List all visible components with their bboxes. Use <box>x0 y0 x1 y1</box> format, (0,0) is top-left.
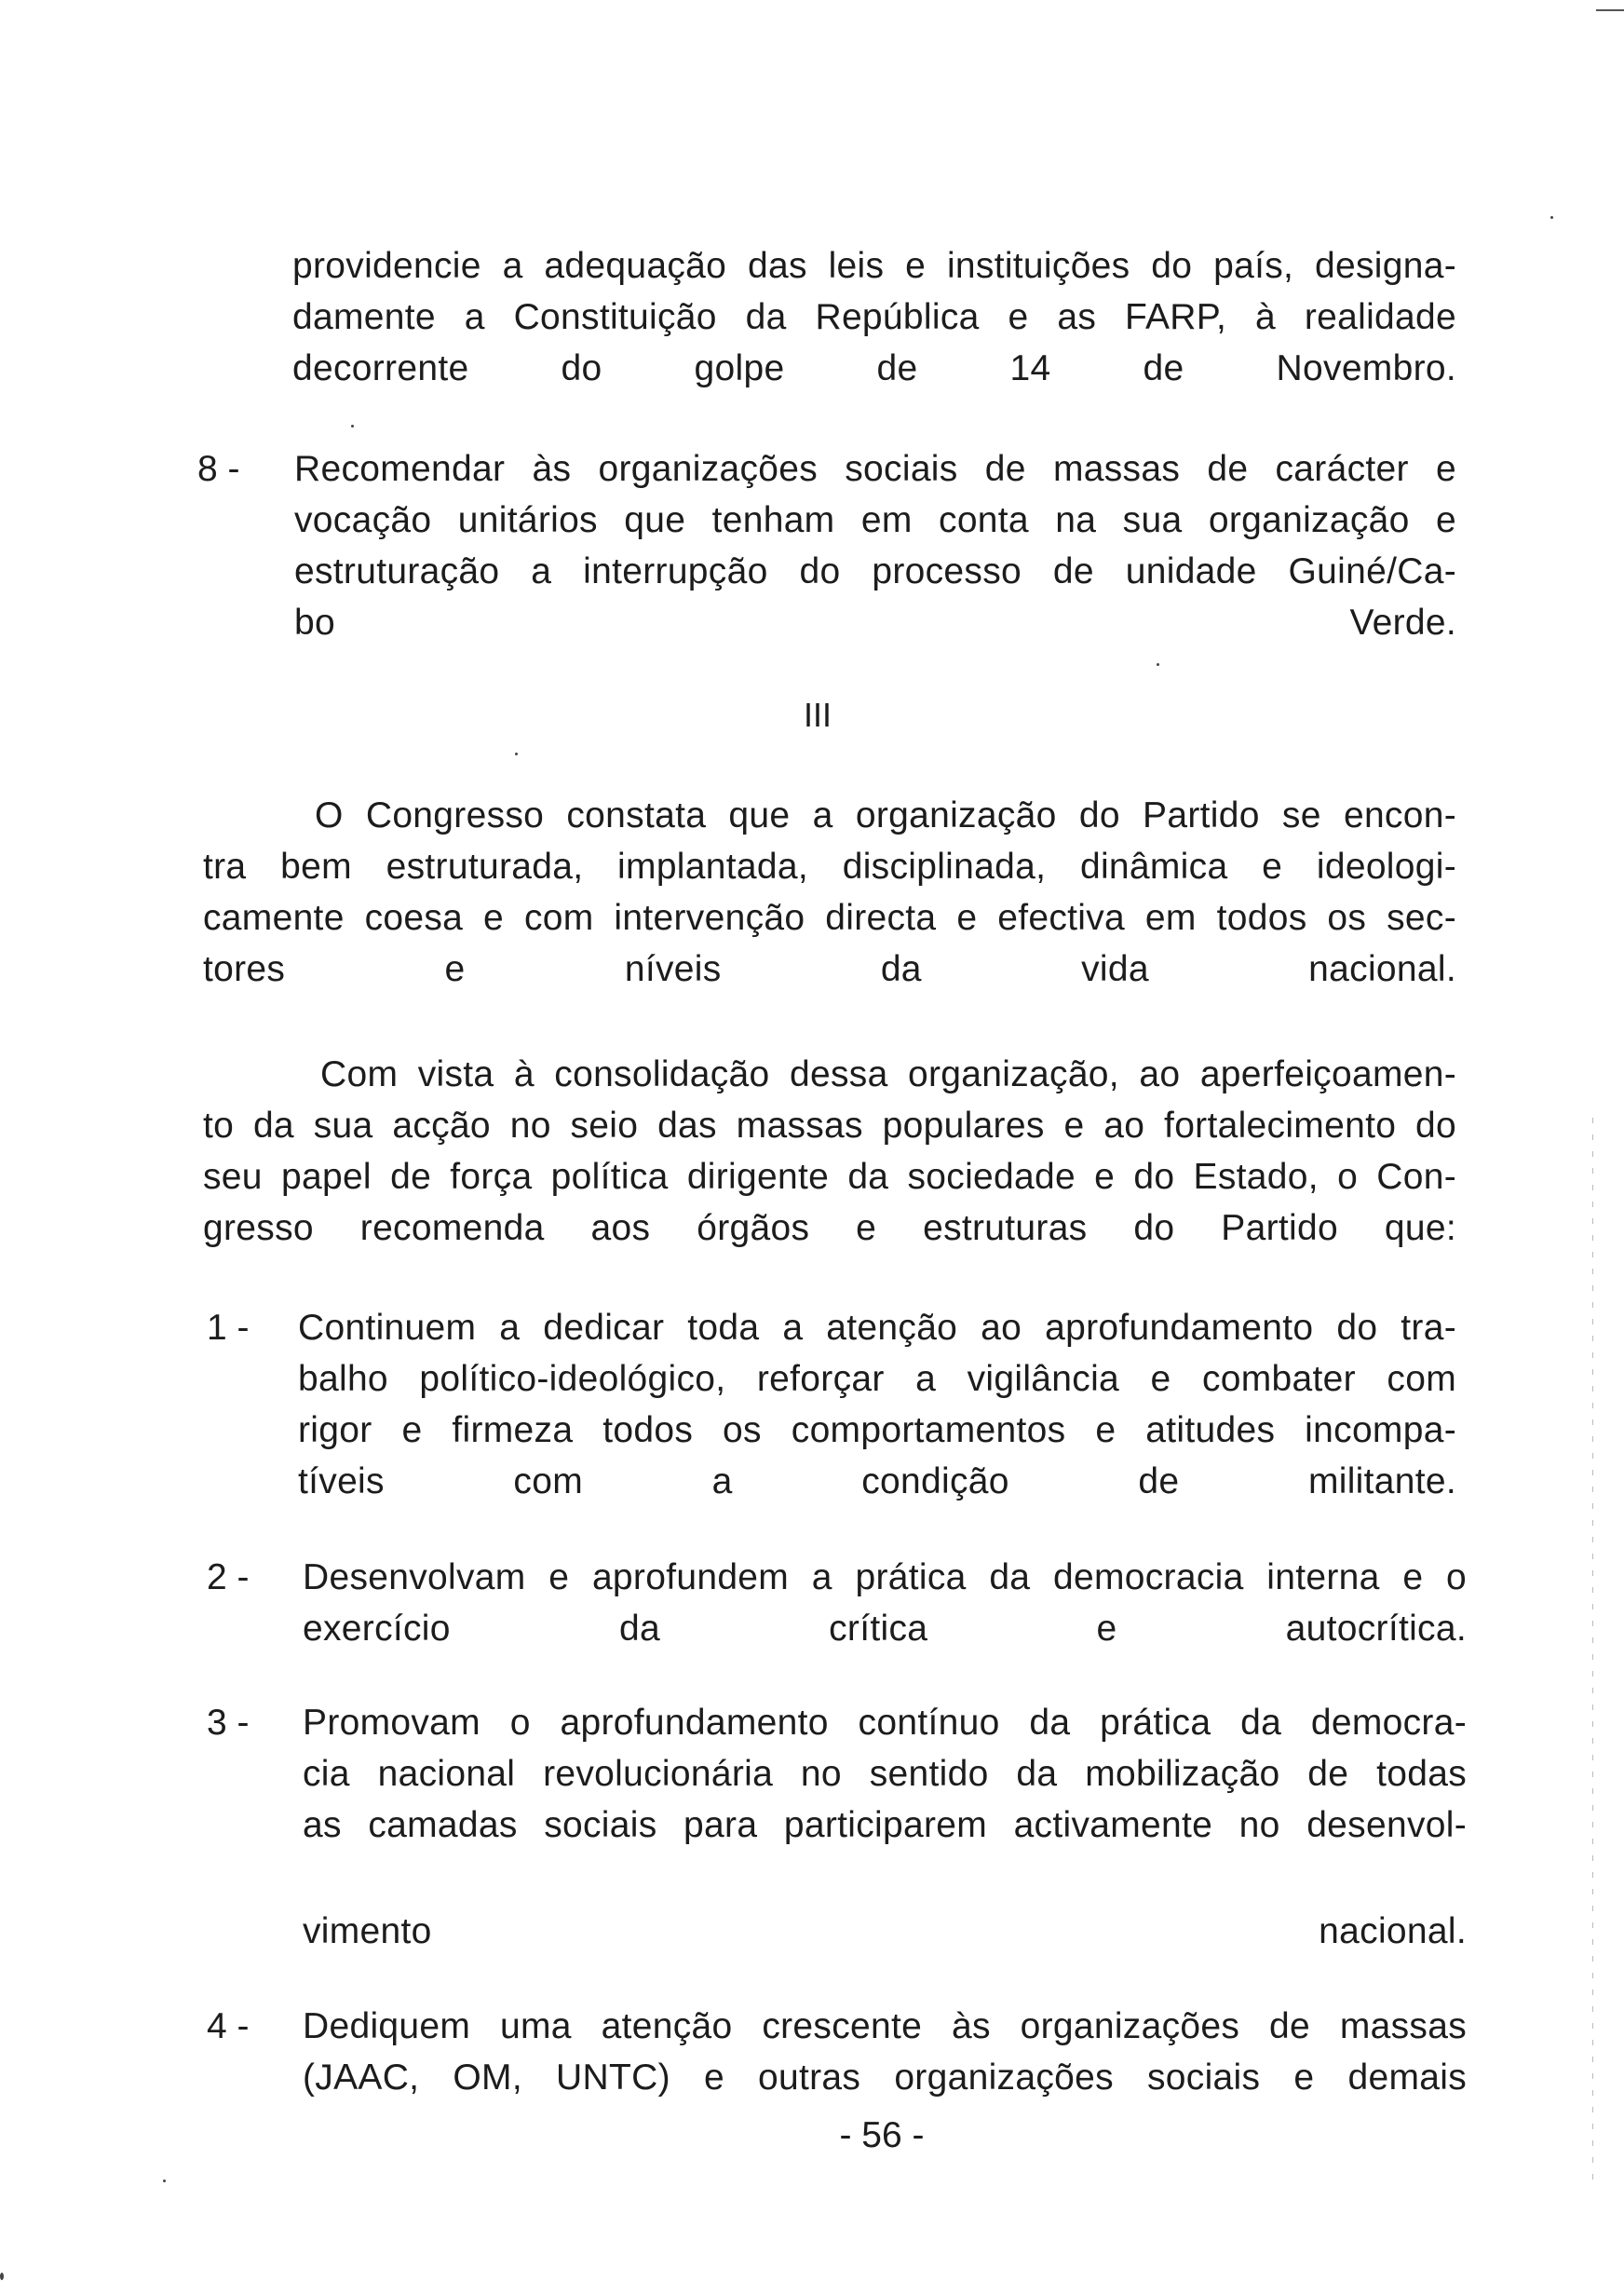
text-line: seu papel de força política dirigente da sociedade e do Estado, o Con- <box>203 1157 1456 1197</box>
scan-speck <box>0 2273 4 2280</box>
list-item-8 <box>294 443 1456 648</box>
section-heading: III <box>803 696 832 734</box>
list-item-number: 3 - <box>207 1703 250 1743</box>
text-line: as camadas sociais para participarem activamente no desenvol- <box>303 1805 1467 1845</box>
scan-speck <box>515 753 518 755</box>
list-item-3 <box>303 1697 1467 1851</box>
scan-edge-mark <box>1596 9 1624 11</box>
text-line: decorrente do golpe de 14 de Novembro. <box>292 348 1456 388</box>
text-line: O Congresso constata que a organização do Partido se encon- <box>315 795 1456 835</box>
text-line: tores e níveis da vida nacional. <box>203 949 1456 989</box>
list-item-number: 4 - <box>207 2006 250 2046</box>
list-item-number: 2 - <box>207 1557 250 1597</box>
text-line: damente a Constituição da República e as FARP, à realidade <box>292 297 1456 337</box>
text-line: Dediquem uma atenção crescente às organizações de massas <box>303 2006 1467 2046</box>
paragraph-organizacao <box>203 790 1456 995</box>
text-line: Com vista à consolidação dessa organização, ao aperfeiçoamen- <box>320 1054 1456 1094</box>
scan-speck <box>1550 216 1553 219</box>
text-line: bo Verde. <box>294 603 1456 643</box>
list-item-4 <box>303 2001 1467 2103</box>
text-line: Desenvolvam e aprofundem a prática da democracia interna e o <box>303 1557 1467 1597</box>
text-line: vimento nacional. <box>303 1911 1467 1951</box>
text-line: gresso recomenda aos órgãos e estruturas do Partido que: <box>203 1208 1456 1248</box>
text-line: cia nacional revolucionária no sentido da mobilização de todas <box>303 1754 1467 1794</box>
list-item-2 <box>303 1552 1467 1654</box>
text-line: Promovam o aprofundamento contínuo da prática da democra- <box>303 1703 1467 1743</box>
text-line: providencie a adequação das leis e instituições do país, designa- <box>292 246 1456 286</box>
text-line: exercício da crítica e autocrítica. <box>303 1609 1467 1649</box>
text-line: Recomendar às organizações sociais de massas de carácter e <box>294 449 1456 489</box>
list-item-number: 8 - <box>197 449 240 489</box>
text-line: tíveis com a condição de militante. <box>298 1461 1456 1501</box>
text-line: tra bem estruturada, implantada, disciplinada, dinâmica e ideologi- <box>203 847 1456 887</box>
list-item-1 <box>298 1302 1456 1507</box>
scan-speck <box>1157 663 1159 666</box>
text-line: (JAAC, OM, UNTC) e outras organizações sociais e demais <box>303 2057 1467 2098</box>
scan-artifact-line <box>1592 1118 1593 2189</box>
text-line: rigor e firmeza todos os comportamentos e atitudes incompa- <box>298 1410 1456 1450</box>
paragraph-consolidacao <box>203 1049 1456 1254</box>
continuation-paragraph <box>292 240 1456 394</box>
list-item-3-trailing <box>303 1906 1467 1957</box>
text-line: balho político-ideológico, reforçar a vigilância e combater com <box>298 1359 1456 1399</box>
text-line: to da sua acção no seio das massas populares e ao fortalecimento do <box>203 1106 1456 1146</box>
scan-speck <box>351 425 354 428</box>
list-item-number: 1 - <box>207 1308 250 1348</box>
text-line: Continuem a dedicar toda a atenção ao aprofundamento do tra- <box>298 1308 1456 1348</box>
text-line: estruturação a interrupção do processo de unidade Guiné/Ca- <box>294 551 1456 591</box>
text-line: vocação unitários que tenham em conta na sua organização e <box>294 500 1456 540</box>
text-line: camente coesa e com intervenção directa e efectiva em todos os sec- <box>203 898 1456 938</box>
page-number: - 56 - <box>839 2115 925 2155</box>
scan-speck <box>163 2180 166 2182</box>
